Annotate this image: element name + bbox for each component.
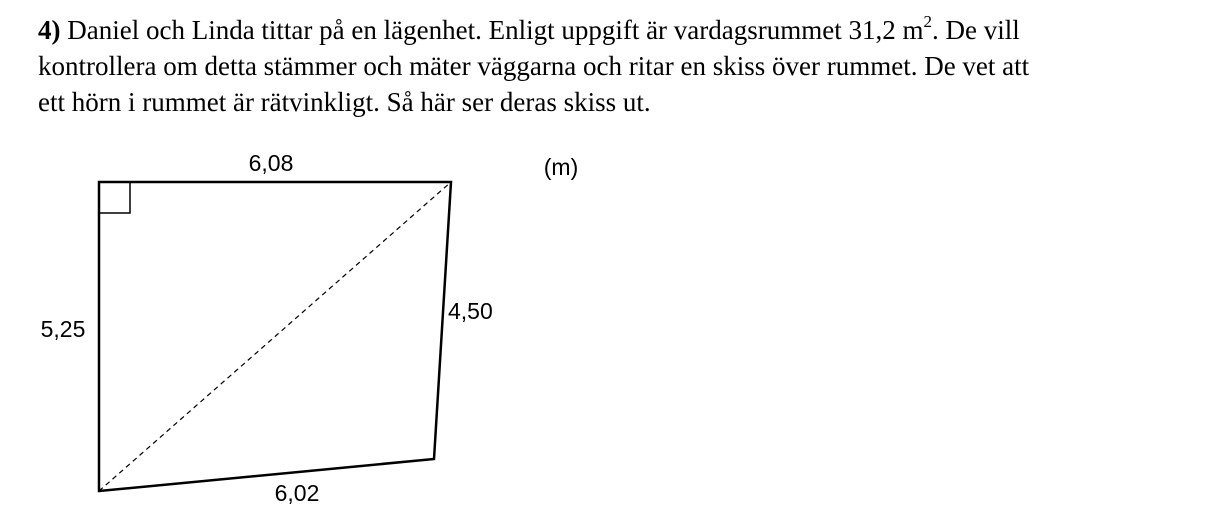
unit-label: (m) (543, 154, 579, 180)
problem-line-2: kontrollera om detta stämmer och mäter väggarna och ritar en skiss över rummet. De vet att (38, 51, 1030, 81)
left-side-label: 5,25 (40, 316, 86, 342)
right-side-label: 4,50 (448, 298, 493, 324)
problem-line-3: ett hörn i rummet är rätvinkligt. Så här ser deras skiss ut. (38, 87, 651, 117)
bottom-side-label: 6,02 (274, 480, 320, 506)
diagonal-line (99, 182, 451, 491)
problem-number: 4) (38, 15, 61, 45)
top-side-label: 6,08 (248, 150, 294, 176)
right-angle-marker (99, 182, 130, 213)
area-unit-exponent: 2 (923, 12, 932, 31)
problem-line-1: Daniel och Linda tittar på en lägenhet. Enligt uppgift är vardagsrummet 31,2 m (67, 15, 924, 45)
problem-line-1-end: . De vill (932, 15, 1020, 45)
